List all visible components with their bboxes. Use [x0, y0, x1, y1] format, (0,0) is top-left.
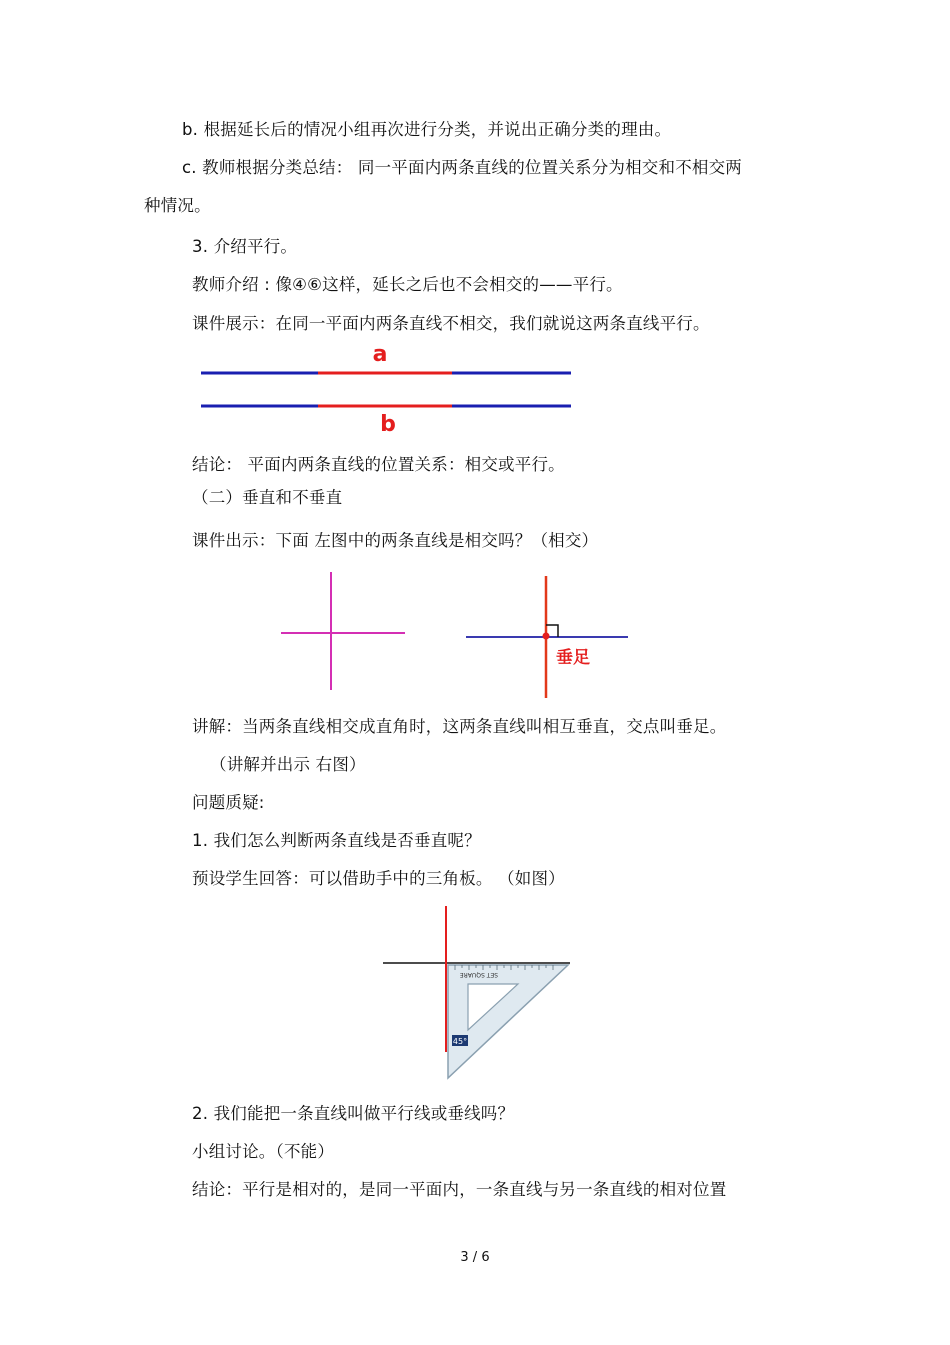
courseware-display: 课件展示：在同一平面内两条直线不相交，我们就说这两条直线平行。 [192, 314, 710, 333]
foot-label: 垂足 [556, 648, 590, 668]
paragraph-c: c. 教师根据分类总结： 同一平面内两条直线的位置关系分为相交和不相交两 [182, 158, 743, 177]
intersecting-lines-figure [275, 568, 415, 693]
section-3-heading: 3. 介绍平行。 [192, 237, 298, 256]
expected-answer: 预设学生回答：可以借助手中的三角板。 （如图） [192, 869, 565, 888]
question-heading: 问题质疑: [192, 793, 265, 812]
teacher-intro: 教师介绍 : 像④⑥这样，延长之后也不会相交的——平行。 [192, 275, 623, 294]
triangle-outer [448, 965, 568, 1078]
section-2-heading: （二）垂直和不垂直 [192, 488, 343, 507]
conclusion-1: 结论： 平面内两条直线的位置关系：相交或平行。 [192, 455, 565, 474]
label-b: b [380, 412, 396, 433]
paragraph-c-cont: 种情况。 [144, 196, 211, 215]
paragraph-b: b. 根据延长后的情况小组再次进行分类，并说出正确分类的理由。 [182, 120, 672, 139]
set-square-figure [380, 902, 580, 1082]
conclusion-2: 结论：平行是相对的，是同一平面内，一条直线与另一条直线的相对位置 [192, 1180, 727, 1199]
parallel-lines-figure [195, 343, 575, 433]
explanation: 讲解：当两条直线相交成直角时，这两条直线叫相互垂直，交点叫垂足。 [192, 717, 727, 736]
question-2: 2. 我们能把一条直线叫做平行线或垂线吗？ [192, 1104, 515, 1123]
perpendicular-figure [460, 572, 635, 702]
group-discussion: 小组讨论。（不能） [192, 1142, 335, 1161]
courseware-question: 课件出示：下面 左图中的两条直线是相交吗？（相交） [192, 531, 599, 550]
question-1: 1. 我们怎么判断两条直线是否垂直呢？ [192, 831, 481, 850]
angle-label: 45° [452, 1037, 468, 1046]
brand-label: SET SQUARE [459, 971, 498, 978]
foot-point [543, 633, 550, 640]
page-number: 3 / 6 [460, 1250, 490, 1265]
label-a: a [372, 343, 388, 367]
explanation-note: （讲解并出示 右图） [210, 755, 366, 774]
